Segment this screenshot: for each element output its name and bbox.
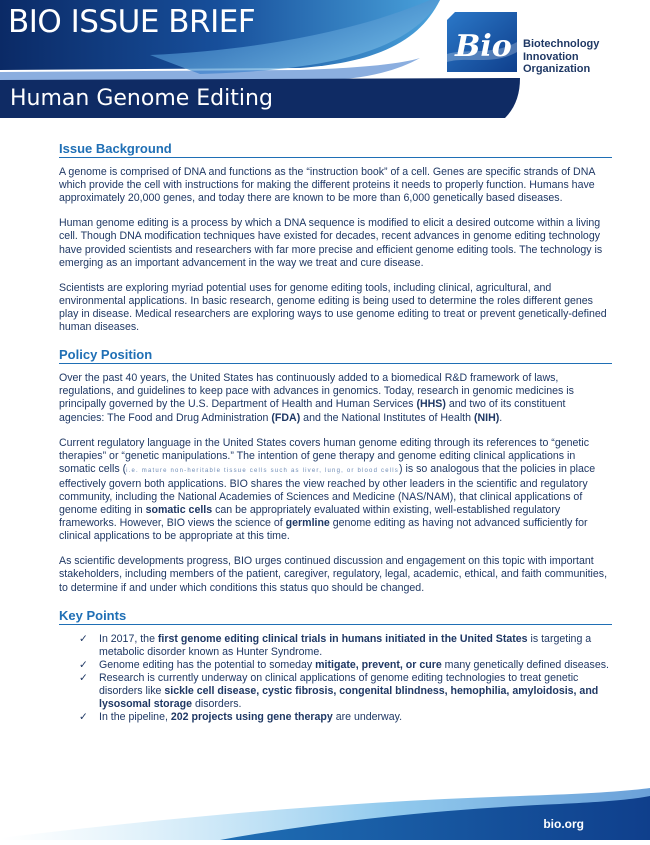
parenthetical-note: i.e. mature non-heritable tissue cells such as liver, lung, or blood cells: [126, 467, 400, 474]
text-run: ) is so analogous that the policies in place effectively govern both applications. BIO shares the view reached by other leaders in the scientific and regulatory community, including the National Academies of Sciences and Medicine (NAS/NAM), that clinical applications of genome editing in: [59, 462, 596, 517]
document-title: Human Genome Editing: [10, 86, 273, 111]
section-heading: Issue Background: [59, 142, 612, 158]
text-run: Current regulatory language in the United States covers human genome editing through its references to “genetic therapies” or “genetic manipulations.” The intention of gene therapy and genome editing clinical applications in somatic cells (: [59, 436, 589, 475]
brief-content: [59, 142, 612, 738]
section-issue-background: [59, 142, 612, 334]
section-key-points: [59, 609, 612, 725]
list-item: [79, 633, 612, 659]
paragraph: A genome is comprised of DNA and functions as the “instruction book” of a cell. Genes are specific strands of DNA which provide the cell with instructions for making the different proteins it needs to properly function. Humans have approximately 20,000 genes, and today there are known to be more than 6,000 genetically based diseases.: [59, 166, 595, 205]
org-name-line3: Organization: [523, 63, 591, 75]
paragraph: [59, 437, 612, 544]
text-run: Research is currently underway on clinical applications of genome editing technologies to treat genetic disorders like: [99, 672, 579, 698]
text-run: In the pipeline,: [99, 711, 171, 724]
list-item: [79, 711, 612, 724]
emphasis: germline: [285, 517, 330, 530]
bio-logo-mark: [447, 12, 517, 72]
emphasis: (FDA): [271, 411, 301, 424]
emphasis: somatic cells: [145, 504, 213, 517]
text-run: Over the past 40 years, the United States has continuously added to a biomedical R&D framework of laws, regulations, and guidelines to keep pace with advances in genomics. Today, research in genomic medicines is principally governed by the U.S. Department of Health and Human Services: [59, 372, 574, 411]
org-name-line1: Biotechnology: [523, 38, 600, 50]
header-banner: [0, 0, 650, 122]
checkmark-icon: ✓: [79, 672, 88, 684]
footer-swoosh-graphic: [0, 780, 650, 840]
text-run: can be appropriately evaluated within existing, well-established regulatory frameworks. However, BIO views the science of: [59, 504, 561, 530]
text-run: and the National Institutes of Health: [300, 411, 474, 424]
text-run: In 2017, the: [99, 632, 158, 645]
brief-title: BIO ISSUE BRIEF: [8, 4, 256, 40]
checkmark-icon: ✓: [79, 632, 88, 645]
emphasis: (HHS): [416, 398, 446, 411]
section-policy-position: [59, 348, 612, 595]
text-run: many genetically defined diseases.: [441, 658, 609, 671]
emphasis: 202 projects using gene therapy: [170, 711, 333, 724]
bio-logo-lettering: Bio: [455, 29, 512, 64]
emphasis: first genome editing clinical trials in humans initiated in the United States: [157, 632, 528, 645]
text-run: and two of its constituent agencies: The Food and Drug Administration: [59, 398, 566, 424]
section-heading: Key Points: [59, 609, 612, 625]
key-points-list: [59, 633, 612, 725]
organization-name: [523, 38, 599, 76]
paragraph: Human genome editing is a process by which a DNA sequence is modified to elicit a desired outcome within a living cell. Though DNA modification techniques have existed for decades, recent advances in genome editing technology have provided scientists and researchers with far more precise and efficient genome editing tools. The technology is emerging as an important advancement in the way we treat and cure disease.: [59, 217, 603, 269]
section-heading: Policy Position: [59, 348, 612, 364]
list-item: [79, 659, 612, 672]
footer-banner: [0, 780, 650, 840]
text-run: are underway.: [332, 711, 403, 724]
footer-website-link[interactable]: bio.org: [543, 817, 584, 831]
text-run: is targeting a metabolic disorder known as Hunter Syndrome.: [99, 632, 592, 658]
emphasis: sickle cell disease, cystic fibrosis, congenital blindness, hemophilia, amyloidosis, and lysosomal storage: [99, 685, 599, 711]
emphasis: (NIH): [473, 411, 500, 424]
emphasis: mitigate, prevent, or cure: [315, 658, 442, 671]
text-run: disorders.: [192, 698, 242, 711]
text-run: genome editing as having not advanced sufficiently for clinical applications to be appropriate at this time.: [59, 517, 588, 543]
checkmark-icon: ✓: [79, 658, 88, 671]
list-item: [79, 672, 612, 711]
text-run: Genome editing has the potential to someday: [99, 658, 316, 671]
org-name-line2: Innovation: [523, 50, 579, 63]
checkmark-icon: ✓: [79, 711, 88, 724]
paragraph: [59, 372, 612, 424]
text-run: .: [499, 411, 503, 424]
paragraph: Scientists are exploring myriad potential uses for genome editing tools, including clinical, agricultural, and environmental applications. In basic research, genome editing is being used to determine the roles different genes play in disease. Medical researchers are exploring ways to use genome editing to treat or prevent genetically-defined human diseases.: [59, 281, 607, 334]
paragraph: As scientific developments progress, BIO urges continued discussion and engagement on this topic with important stakeholders, including members of the patient, caregiver, regulatory, legal, academic, ethical, and faith communities, to determine if and under which conditions this status quo should be changed.: [59, 555, 608, 594]
